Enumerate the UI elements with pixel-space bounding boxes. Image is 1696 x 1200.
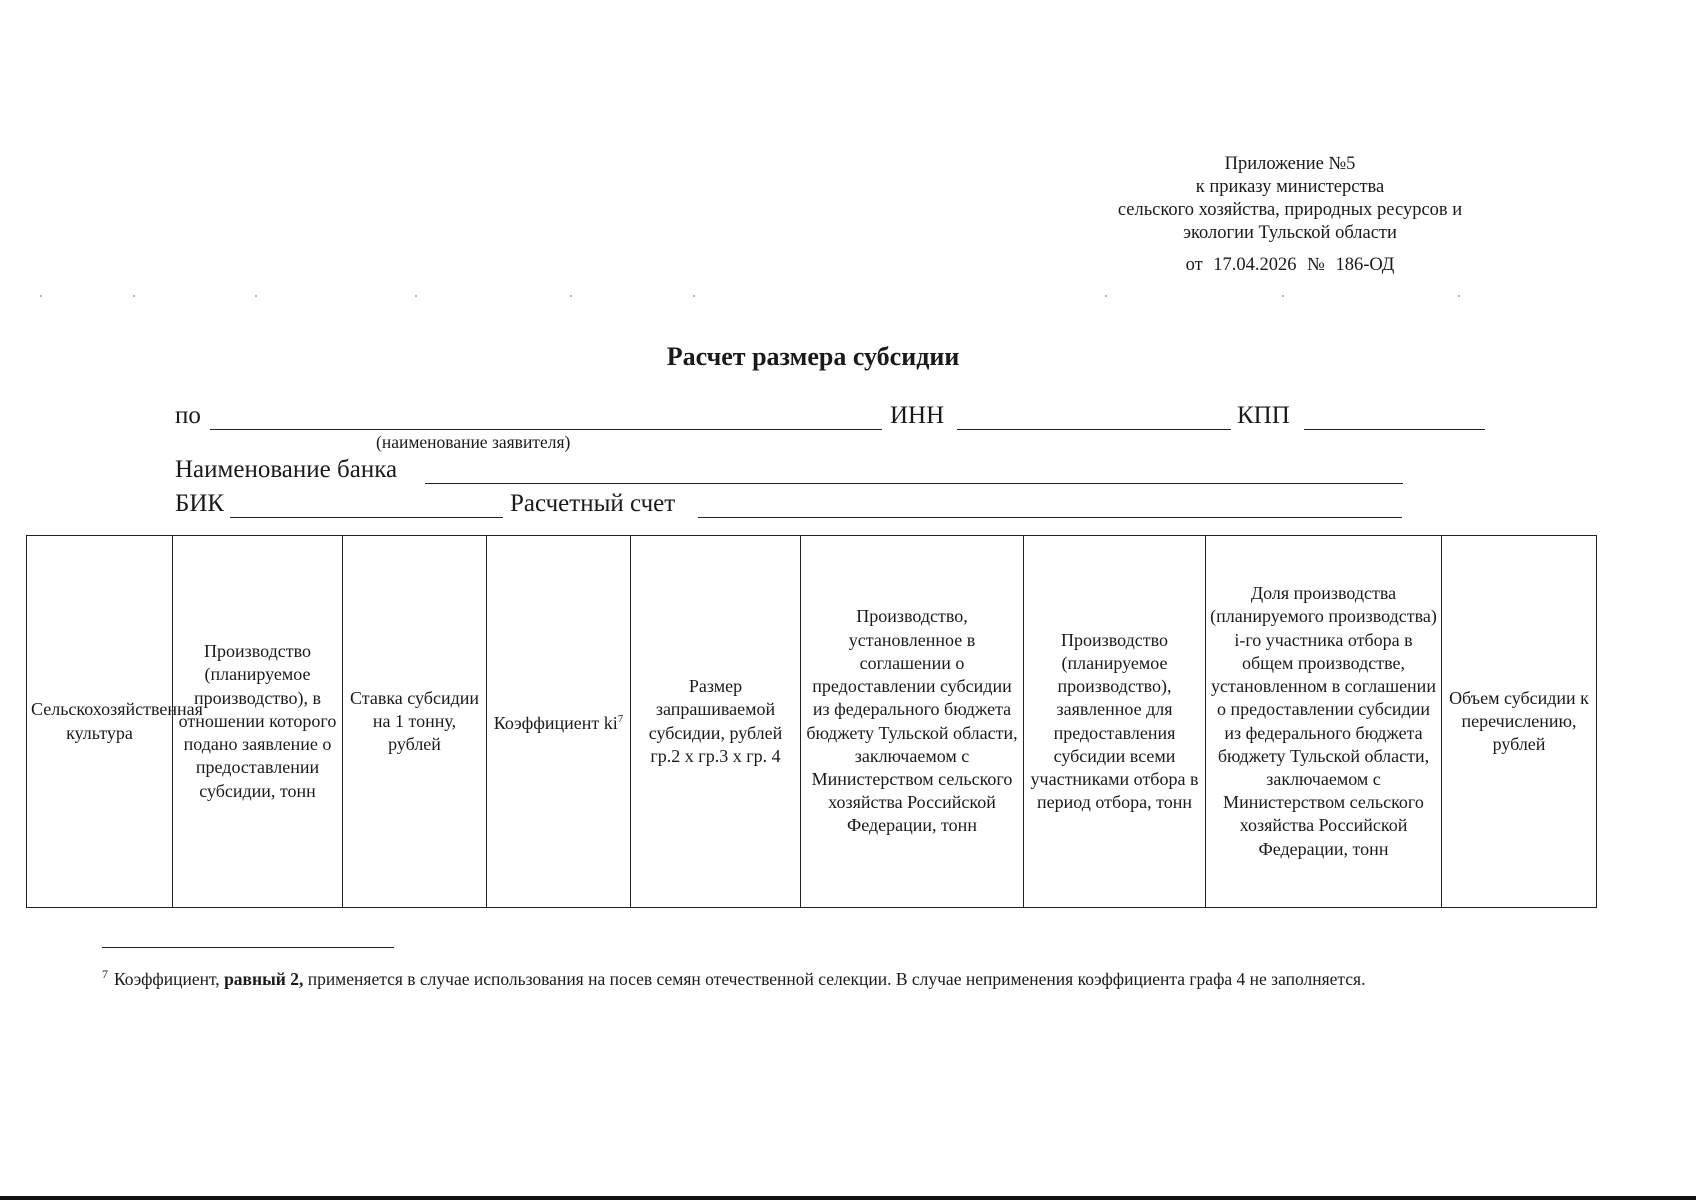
column-header-rate: Ставка субсидии на 1 тонну, рублей	[343, 536, 487, 908]
appendix-line: экологии Тульской области	[1183, 223, 1397, 243]
kpp-field[interactable]	[1304, 429, 1485, 430]
bik-field[interactable]	[230, 517, 503, 518]
inn-field[interactable]	[957, 429, 1231, 430]
order-number: 186-ОД	[1335, 255, 1395, 275]
order-number-label: №	[1307, 255, 1325, 275]
bank-label: Наименование банка	[175, 456, 398, 483]
bank-line	[0, 455, 1696, 487]
scan-bottom-edge	[0, 1196, 1696, 1200]
footnote-text-start: Коэффициент,	[114, 969, 220, 989]
appendix-block	[1080, 153, 1500, 277]
account-label: Расчетный счет	[510, 490, 676, 517]
scan-dots	[0, 295, 1696, 299]
table-header-row	[27, 536, 1597, 908]
bik-account-line	[0, 489, 1696, 521]
kpp-label: КПП	[1237, 402, 1290, 429]
appendix-line: сельского хозяйства, природных ресурсов и	[1117, 200, 1463, 220]
footnote-number: 7	[102, 967, 108, 981]
footnote-reference: 7	[617, 712, 624, 725]
applicant-name-field[interactable]	[210, 429, 882, 430]
column-header-production: Производство (планируемое производство), в отношении которого подано заявление о предоставлении субсидии, тонн	[173, 536, 343, 908]
bank-name-field[interactable]	[425, 483, 1403, 484]
order-reference	[1080, 254, 1500, 277]
by-label: по	[175, 402, 201, 429]
column-header-requested-amount: Размер запрашиваемой субсидии, рублей гр.2 х гр.3 х гр. 4	[631, 536, 801, 908]
footnote-separator	[102, 947, 394, 948]
inn-label: ИНН	[890, 402, 945, 429]
bik-label: БИК	[175, 490, 225, 517]
footnote	[102, 962, 1524, 991]
column-header-declared-production: Производство (планируемое производство), заявленное для предоставления субсидии всеми участниками отбора в период отбора, тонн	[1024, 536, 1206, 908]
applicant-name-hint: (наименование заявителя)	[376, 432, 571, 452]
account-field[interactable]	[698, 517, 1402, 518]
footnote-bold-text: равный 2,	[224, 969, 304, 989]
column-header-crop: Сельскохозяйственная культура	[27, 536, 173, 908]
column-header-coefficient	[487, 536, 631, 908]
footnote-text-end: применяется в случае использования на посев семян отечественной селекции. В случае неприменения коэффициента графа 4 не заполняется.	[307, 969, 1366, 989]
column-header-agreement-production: Производство, установленное в соглашении о предоставлении субсидии из федерального бюджета бюджету Тульской области, заключаемом с Министерством сельского хозяйства Российской Федерации, тонн	[801, 536, 1024, 908]
applicant-line	[0, 401, 1696, 433]
order-prefix: от	[1185, 255, 1203, 275]
order-date: 17.04.2026	[1213, 255, 1297, 275]
coefficient-label: Коэффициент ki	[493, 712, 618, 733]
appendix-title: Приложение №5	[1224, 154, 1356, 174]
appendix-line: к приказу министерства	[1195, 177, 1385, 197]
subsidy-calculation-table	[26, 535, 1597, 908]
column-header-transfer-amount: Объем субсидии к перечислению, рублей	[1442, 536, 1597, 908]
document-title: Расчет размера субсидии	[666, 342, 960, 371]
column-header-participant-share: Доля производства (планируемого производства) i-го участника отбора в общем производстве, установленном в соглашении о предоставлении субсидии из федерального бюджета бюджету Тульской области, заключаемом с Министерством сельского хозяйства Российской Федерации, тонн	[1206, 536, 1442, 908]
